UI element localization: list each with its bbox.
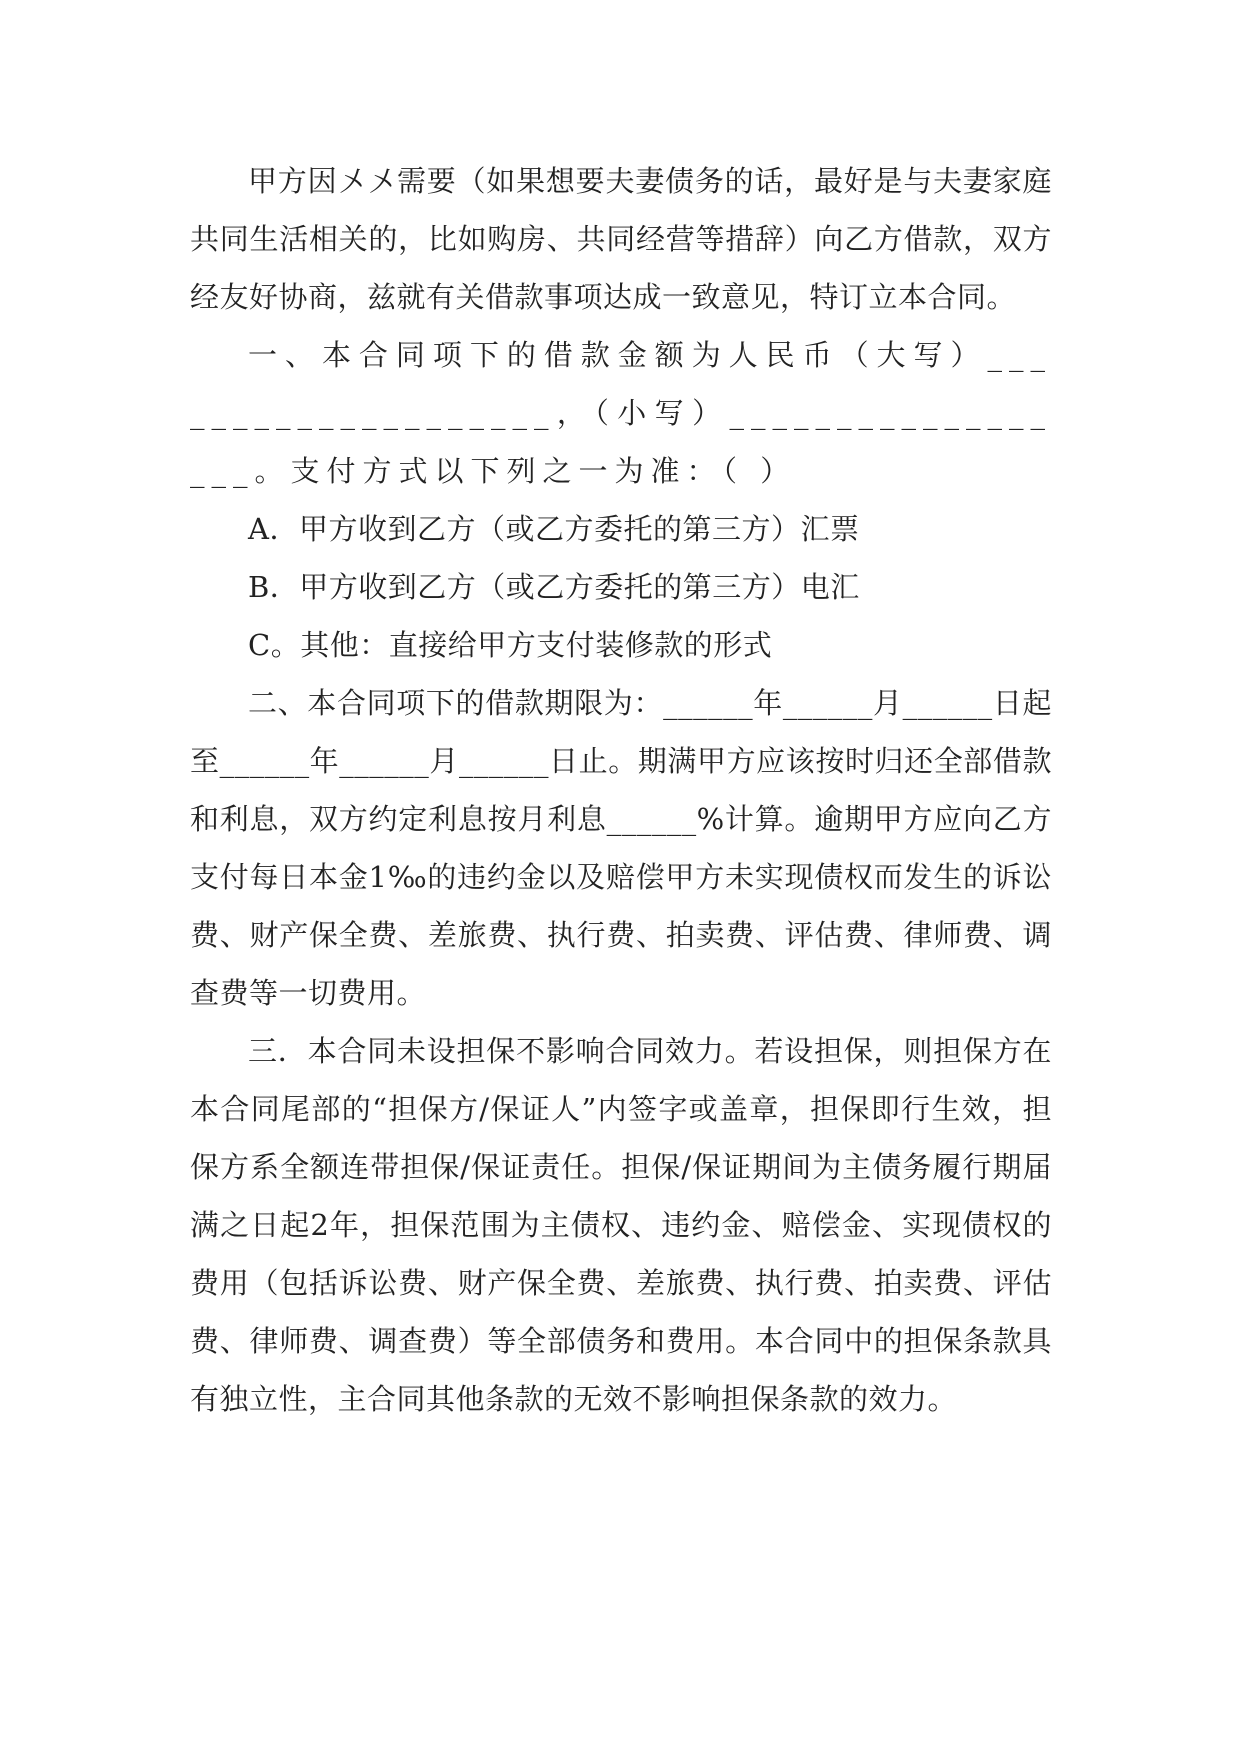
clause-1-amount: 一、本合同项下的借款金额为人民币（大写）____________________，（小写）__________________。支付方式以下列之一为准：（ ）: [190, 338, 1052, 488]
clause-3-guarantee: 三．本合同未设担保不影响合同效力。若设担保，则担保方在本合同尾部的“担保方/保证人”内签字或盖章，担保即行生效，担保方系全额连带担保/保证责任。担保/保证期间为主债务履行期届满之日起2年，担保范围为主债权、违约金、赔偿金、实现债权的费用（包括诉讼费、财产保全费、差旅费、执行费、拍卖费、评估费、律师费、调查费）等全部债务和费用。本合同中的担保条款具有独立性，主合同其他条款的无效不影响担保条款的效力。: [190, 1034, 1052, 1416]
payment-option-c: C。其他：直接给甲方支付装修款的形式: [248, 628, 773, 662]
payment-option-b: B．甲方收到乙方（或乙方委托的第三方）电汇: [248, 570, 860, 604]
document-body: [190, 152, 1052, 1428]
payment-option-a: A．甲方收到乙方（或乙方委托的第三方）汇票: [248, 512, 860, 546]
clause-2-term: 二、本合同项下的借款期限为：______年______月______日起至______年______月______日止。期满甲方应该按时归还全部借款和利息，双方约定利息按月利息______%计算。逾期甲方应向乙方支付每日本金1‰的违约金以及赔偿甲方未实现债权而发生的诉讼费、财产保全费、差旅费、执行费、拍卖费、评估费、律师费、调查费等一切费用。: [190, 686, 1052, 1010]
intro-paragraph: 甲方因〤〤需要（如果想要夫妻债务的话，最好是与夫妻家庭共同生活相关的，比如购房、共同经营等措辞）向乙方借款，双方经友好协商，兹就有关借款事项达成一致意见，特订立本合同。: [190, 164, 1052, 314]
